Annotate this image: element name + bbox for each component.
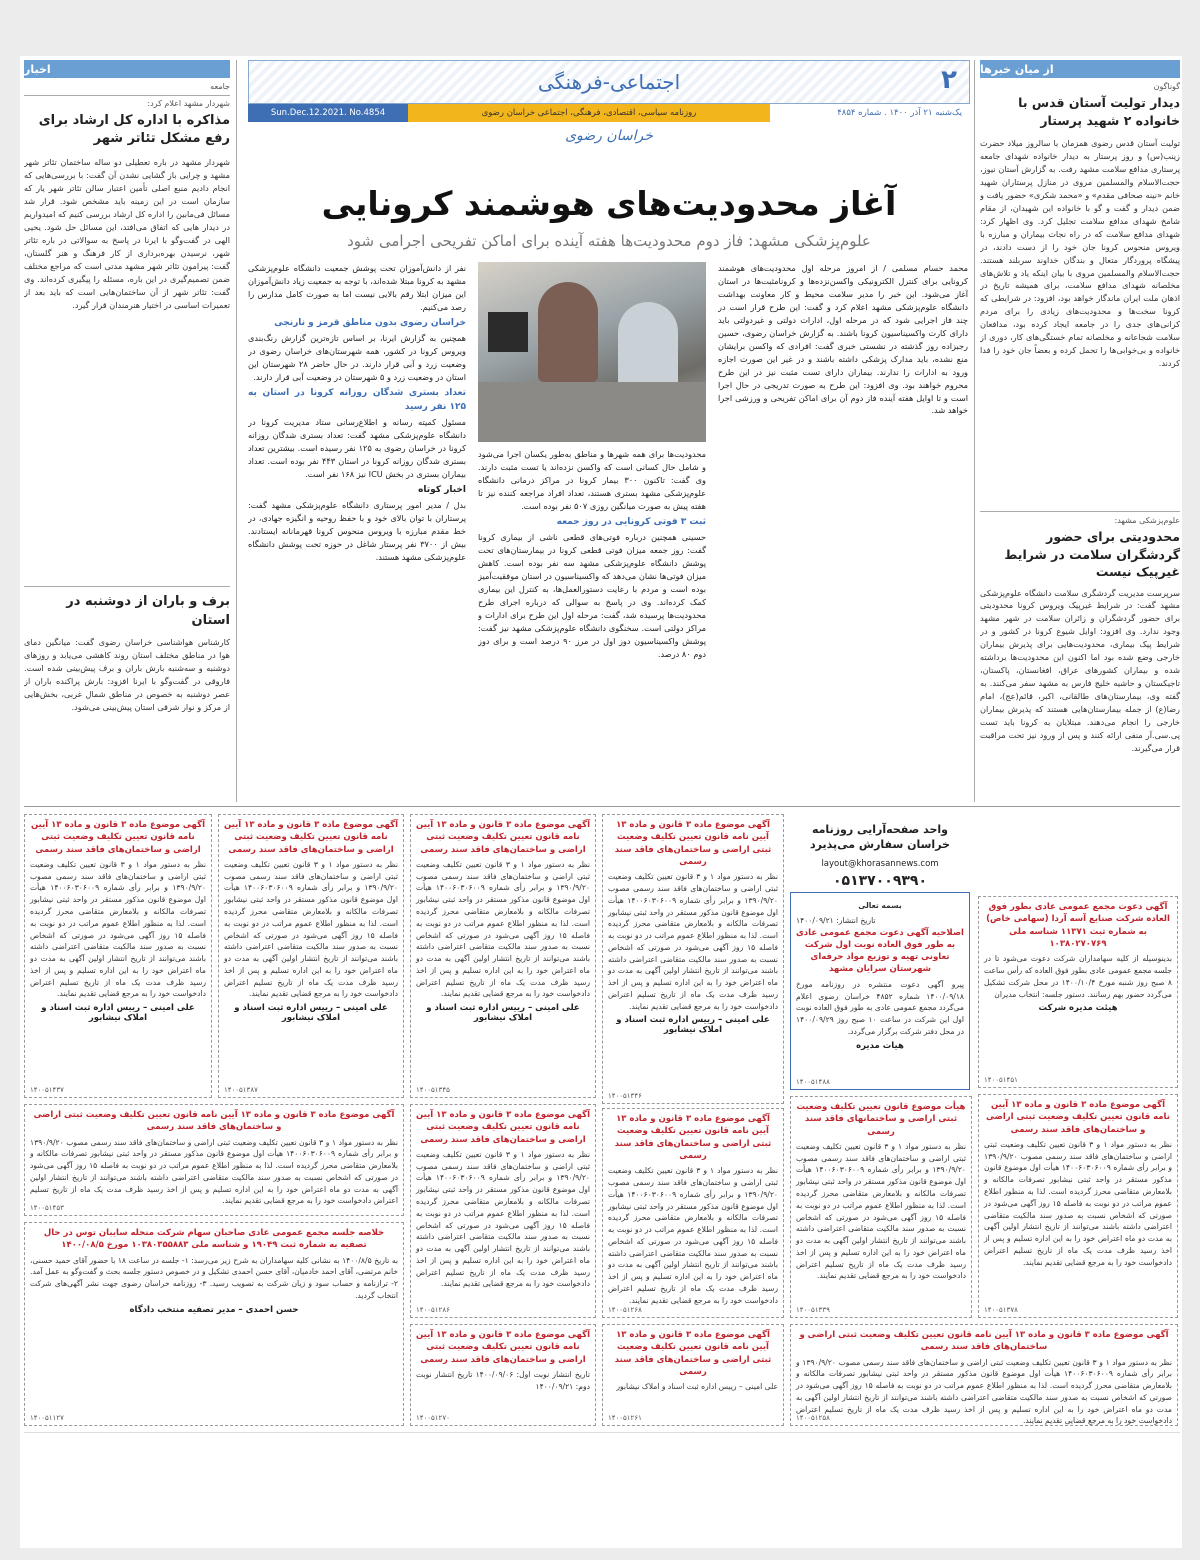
ad-signature: علی امینی – رییس اداره ثبت اسناد و املاک نیشابور [616,1015,770,1036]
news-title[interactable]: محدودیتی برای حضور گردشگران سلامت در شرایط غیرپیک نیست [1004,529,1180,579]
invite-signature: هیئت مدیره شرکت [1038,1003,1118,1014]
newspaper-page [20,56,1182,1548]
ad-title: آگهی موضوع ماده ۳ قانون و ماده ۱۳ آیین نامه قانون تعیین تکلیف وضعیت ثبتی اراضی و ساختمان‌های فاقد سند رسمی [223,820,398,855]
person-shape [538,282,598,382]
ad-body: نظر به دستور مواد ۱ و ۳ قانون تعیین تکلیف وضعیت ثبتی اراضی و ساختمان‌های فاقد سند رسمی مصوب ۱۳۹۰/۹/۲۰ و برابر رأی شماره ۱۴۰۰۶۰۳۰۶۰۰۹ هیأت اول موضوع قانون مذکور مستقر در واحد ثبتی نیشابور تصرفات مالکانه و بلامعارض متقاضی محرز گردیده است. لذا به منظور اطلاع عموم مراتب در دو نوبت به فاصله ۱۵ روز آگهی می‌شود در صورتی که اشخاص نسبت به صدور سند مالکیت متقاضی اعتراضی داشته باشند می‌توانند از تاریخ انتشار اولین آگهی به مدت دو ماه اعتراض خود را به این اداره تسلیم و پس از اخذ رسید ظرف مدت یک ماه از تاریخ تسلیم اعتراض دادخواست خود را به مرجع قضایی تقدیم نمایند. [416,859,590,999]
ads-divider [24,806,1180,807]
ad-body: نظر به دستور مواد ۱ و ۳ قانون تعیین تکلیف وضعیت ثبتی اراضی و ساختمان‌های فاقد سند رسمی مصوب ۱۳۹۰/۹/۲۰ و برابر رأی شماره ۱۴۰۰۶۰۳۰۶۰۰۹ هیأت اول موضوع قانون مذکور مستقر در واحد ثبتی نیشابور تصرفات مالکانه و بلامعارض متقاضی محرز گردیده است. لذا به منظور اطلاع عموم مراتب در دو نوبت به فاصله ۱۵ روز آگهی می‌شود در صورتی که اشخاص نسبت به صدور سند مالکیت متقاضی اعتراضی داشته باشند می‌توانند از تاریخ انتشار اولین آگهی به مدت دو ماه اعتراض خود را به این اداره تسلیم و پس از اخذ رسید ظرف مدت یک ماه از تاریخ تسلیم اعتراض دادخواست خود را به مرجع قضایی تقدیم نمایند. [416,1149,590,1289]
ad-code: ۱۴۰۰۵۱۲۶۱ [608,1414,642,1422]
news-body: تولیت آستان قدس رضوی همزمان با سالروز میلاد حضرت زینب(س) و روز پرستار به دیدار خانواده شهدای جامعه پرستاری مدافع سلامت مشهد رفت. به گزارش آستان نیوز، حجت‌الاسلام والمسلمین مروی در منازل پرستاران شهید خانم «نینه صحافی مقدم» و «محمد شکری» حضور یافت و ضمن دیدار و گفت و گو با خانواده این شهیدان، از مقام شامخ شهدای مدافع سلامت تجلیل کرد. وی اظهار کرد: شهدای مدافع سلامت که در راه نجات بیماران و مبارزه با ویروس منحوس کرونا جان خود را از دست دادند، در پیشگاه پروردگار متعال و بندگان خداوند سربلند هستند. حجت‌الاسلام والمسلمین مروی با بیان اینکه یاد و تلاش‌های مخلصانه شهدای مدافع سلامت، برای همیشه تاریخ در اذهان ملت ایران ماندگار خواهد بود، افزود: در شرایطی که کرونا سخت‌ها و محدودیت‌های زیادی را برای مردم کرانی‌های جدی را در جامعه ایجاد کرده بود، مدافعان سلامت شجاعانه و مخلصانه تمام خستگی‌های کار، دوری از خانواده و بی‌خوابی‌ها را تحمل کرده و بعضاً جان خود را فدا کردند. [980,138,1180,369]
ad-title: آگهی موضوع ماده ۳ قانون و ماده ۱۳ آیین نامه قانون تعیین تکلیف وضعیت ثبتی اراضی و ساختمان‌های فاقد سند رسمی [30,820,205,855]
main-subhead: علوم‌پزشکی مشهد: فاز دوم محدودیت‌ها هفته آینده برای اماکن تفریحی اجرامی شود [347,232,871,250]
news-body: کارشناس هواشناسی خراسان رضوی گفت: میانگین دمای هوا در مناطق مختلف استان روند کاهشی می‌یابد و روزهای دوشنبه و سه‌شنبه بارش باران و برف پیش‌بینی شده است. فاروقی در گفت‌وگو با ایرنا افزود: بارش پراکنده باران از عصر دوشنبه به خصوص در مناطق شمال غربی، بخش‌هایی از مرکز و نوار شرقی استان پیش‌بینی می‌شود. [24,636,230,712]
column-rule [236,60,237,802]
legal-ad [602,814,784,1104]
page-bottom-rule [24,1432,1180,1433]
liq-signature: حسن احمدی – مدیر تصفیه منتخب دادگاه [129,1304,299,1315]
notice-ad [790,892,970,1090]
legal-ad [978,1094,1178,1318]
ad-body: نظر به دستور مواد ۱ و ۳ قانون تعیین تکلیف وضعیت ثبتی اراضی و ساختمان‌های فاقد سند رسمی مصوب ۱۳۹۰/۹/۲۰ و برابر رأی شماره ۱۴۰۰۶۰۳۰۶۰۰۹ هیأت اول موضوع قانون مذکور مستقر در واحد ثبتی نیشابور تصرفات مالکانه و بلامعارض متقاضی محرز گردیده است. لذا به منظور اطلاع عموم مراتب در دو نوبت به فاصله ۱۵ روز آگهی می‌شود در صورتی که اشخاص نسبت به صدور سند مالکیت متقاضی اعتراضی داشته باشند می‌توانند از تاریخ انتشار اولین آگهی به مدت دو ماه اعتراض خود را به این اداره تسلیم و پس از اخذ رسید ظرف مدت یک ماه از تاریخ تسلیم اعتراض دادخواست خود را به مرجع قضایی تقدیم نمایند. [796,1141,967,1281]
article-text: بدل / مدیر امور پرستاری دانشگاه علوم‌پزشکی مشهد گفت: پرستاران با توان بالای خود و با حفظ روحیه و انگیزه جهادی، در خط مقدم مبارزه با ویروس منحوس کرونا قهرمانانه ایستادند. بیش از ۳۷۰۰ نفر پرستار شاغل در حوزه تحت پوشش دانشگاه علوم‌پزشکی مشهد هستند. [248,500,466,563]
article-text: حسینی همچنین درباره فوتی‌های قطعی ناشی از بیماری کرونا گفت: روز جمعه میزان فوتی قطعی کرونا در بیمارستان‌های تحت پوشش دانشگاه علوم‌پزشکی مشهد سه نفر بوده است. کاهش میزان فوتی‌ها نشان می‌دهد که واکسیناسیون در استان موفقیت‌آمیز بوده است و مردم با رعایت دستورالعمل‌ها، به کنترل این بیماری کمک کرده‌اند. وی در پاسخ به سوالی که درباره اجرای طرح محدودیت‌ها پرسیده شد، گفت: مرحله اول این طرح برای ادارات و مراکز دولتی است. سخنگوی دانشگاه علوم‌پزشکی مشهد نیز گفت: پوشش واکسیناسیون دوز اول در مرز ۹۰ درصد است و برای دوز دوم ۸۰ درصد. [478,531,706,659]
news-title[interactable]: برف و باران از دوشنبه در استان [24,586,230,629]
news-title[interactable]: دیدار تولیت آستان قدس با خانواده ۲ شهید پرستار [1018,95,1180,128]
ad-code: ۱۴۰۰۵۱۱۲۷ [30,1414,64,1422]
notice-date: تاریخ انتشار: ۱۴۰۰/۰۹/۲۱ [796,915,876,925]
article-text: همچنین به گزارش ایرنا، بر اساس تازه‌ترین گزارش رنگ‌بندی ویروس کرونا در کشور، همه شهرستان‌های خراسان رضوی در وضعیت زرد و آبی قرار دارند. در حال حاضر ۲۸ شهرستان این استان در وضعیت زرد و ۵ شهرستان در وضعیت آبی قرار دارند. [248,333,466,382]
article-subheading: ثبت ۳ فوتی کرونایی در روز جمعه [556,516,706,527]
notice-body: پیرو آگهی دعوت منتشره در روزنامه مورخ ۱۴۰۰/۰۹/۱۸ شماره ۴۸۵۲ خراسان رضوی اعلام می‌گردد مجمع عمومی عادی به طور فوق العاده نوبت اول این شرکت در ساعت ۱۰ صبح روز ۱۴۰۰/۰۹/۲۹ در محل دفتر شرکت برگزار می‌گردد. [796,979,965,1036]
ad-title: آگهی موضوع ماده ۳ قانون و ماده ۱۳ آیین نامه قانون تعیین تکلیف وضعیت ثبتی اراضی و ساختمان‌های فاقد سند رسمی [986,1100,1170,1135]
ad-body: نظر به دستور مواد ۱ و ۳ قانون تعیین تکلیف وضعیت ثبتی اراضی و ساختمان‌های فاقد سند رسمی مصوب ۱۳۹۰/۹/۲۰ و برابر رأی شماره ۱۴۰۰۶۰۳۰۶۰۰۹ هیأت اول موضوع قانون مذکور مستقر در واحد ثبتی نیشابور تصرفات مالکانه و بلامعارض متقاضی محرز گردیده است. لذا به منظور اطلاع عموم مراتب در دو نوبت به فاصله ۱۵ روز آگهی می‌شود در صورتی که اشخاص نسبت به صدور سند مالکیت متقاضی اعتراضی داشته باشند می‌توانند از تاریخ انتشار اولین آگهی به مدت دو ماه اعتراض خود را به این اداره تسلیم و پس از اخذ رسید ظرف مدت یک ماه از تاریخ تسلیم اعتراض دادخواست خود را به مرجع قضایی تقدیم نمایند. [30,1137,399,1206]
right-column [980,60,1180,837]
legal-ad [790,1324,1178,1426]
kicker: شهردار مشهد اعلام کرد: [24,95,230,108]
ad-body: علی امینی – رییس اداره ثبت اسناد و املاک نیشابور [616,1382,778,1392]
ad-body: تاریخ انتشار نوبت اول: ۱۴۰۰/۰۹/۰۶ تاریخ انتشار نوبت دوم: ۱۴۰۰/۰۹/۲۱ [416,1369,590,1391]
ad-code: ۱۴۰۰۵۱۳۴۵ [416,1086,450,1094]
article-subheading: اخبار کوتاه [418,485,466,496]
invite-title: آگهی دعوت مجمع عمومی عادی بطور فوق العاده شرکت صنایع آسه آردا (سهامی خاص) به شماره ثبت ۱۱۳۷۱ شناسه ملی ۱۰۳۸۰۲۷۰۷۶۹ [986,902,1170,949]
ad-signature: علی امینی – رییس اداره ثبت اسناد و املاک نیشابور [234,1003,388,1024]
news-body: سرپرست مدیریت گردشگری سلامت دانشگاه علوم‌پزشکی مشهد گفت: در شرایط غیرپیک ویروس کرونا محدودیتی برای حضور گردشگران و زائران سلامت در شهر مشهد وجود ندارد. وی افزود: اوایل شیوع کرونا در کشور و در شرایط پیک بیماری، محدودیت‌هایی برای پذیرش بیماران خارجی وضع شده بود اما اکنون این محدودیت‌ها برداشته شده و بیماران کشورهای عراق، افغانستان، پاکستان، تاجیکستان و حاشیه خلیج فارس به مشهد سفر می‌کنند. به گفته وی، بیمارستان‌های طالقانی، اکبر، قائم(عج)، امام رضا(ع) از جمله بیمارستان‌هایی هستند که پذیرش بیماران خارجی را انجام می‌دهند. مبتلایان به کرونا باید تست پی.سی.آر منفی ارائه کنند و پس از ورود نیز تحت مراقبت قرار می‌گیرند. [980,587,1180,753]
article-text: نفر از دانش‌آموزان تحت پوشش جمعیت دانشگاه علوم‌پزشکی مشهد به کرونا مبتلا شده‌اند، با توجه به جمعیت زیاد دانش‌آموزان این میزان ابتلا رقم بالایی نیست اما به صورت کامل مدارس را رصد می‌کنیم. [248,263,466,312]
ad-body: نظر به دستور مواد ۱ و ۳ قانون تعیین تکلیف وضعیت ثبتی اراضی و ساختمان‌های فاقد سند رسمی مصوب ۱۳۹۰/۹/۲۰ و برابر رأی شماره ۱۴۰۰۶۰۳۰۶۰۰۹ هیأت اول موضوع قانون مذکور مستقر در واحد ثبتی نیشابور تصرفات مالکانه و بلامعارض متقاضی محرز گردیده است. لذا به منظور اطلاع عموم مراتب در دو نوبت به فاصله ۱۵ روز آگهی می‌شود در صورتی که اشخاص نسبت به صدور سند مالکیت متقاضی اعتراضی داشته باشند می‌توانند از تاریخ انتشار اولین آگهی به مدت دو ماه اعتراض خود را به این اداره تسلیم و پس از اخذ رسید ظرف مدت یک ماه از تاریخ تسلیم اعتراض دادخواست خود را به مرجع قضایی تقدیم نمایند. [224,859,398,999]
invite-ad [978,896,1178,1088]
ad-body: نظر به دستور مواد ۱ و ۳ قانون تعیین تکلیف وضعیت ثبتی اراضی و ساختمان‌های فاقد سند رسمی مصوب ۱۳۹۰/۹/۲۰ و برابر رأی شماره ۱۴۰۰۶۰۳۰۶۰۰۹ هیأت اول موضوع قانون مذکور مستقر در واحد ثبتی نیشابور تصرفات مالکانه و بلامعارض متقاضی محرز گردیده است. لذا به منظور اطلاع عموم مراتب در دو نوبت به فاصله ۱۵ روز آگهی می‌شود در صورتی که اشخاص نسبت به صدور سند مالکیت متقاضی اعتراضی داشته باشند می‌توانند از تاریخ انتشار اولین آگهی به مدت دو ماه اعتراض خود را به این اداره تسلیم و پس از اخذ رسید ظرف مدت یک ماه از تاریخ تسلیم اعتراض دادخواست خود را به مرجع قضایی تقدیم نمایند. [608,1166,779,1305]
ad-title: آگهی موضوع ماده ۳ قانون و ماده ۱۳ آیین نامه قانون تعیین تکلیف وضعیت ثبتی اراضی و ساختمان‌های فاقد سند رسمی [33,1110,395,1133]
ad-code: ۱۴۰۰۵۱۴۸۸ [796,1078,830,1086]
ad-title: آگهی موضوع ماده ۳ قانون و ماده ۱۳ آیین نامه قانون تعیین تکلیف وضعیت ثبتی اراضی و ساختمان‌های فاقد سند رسمی [415,1330,590,1365]
kicker: علوم‌پزشکی مشهد: [980,511,1180,525]
ad-body: نظر به دستور مواد ۱ و ۳ قانون تعیین تکلیف وضعیت ثبتی اراضی و ساختمان‌های فاقد سند رسمی مصوب ۱۳۹۰/۹/۲۰ و برابر رأی شماره ۱۴۰۰۶۰۳۰۶۰۰۹ هیأت اول موضوع قانون مذکور مستقر در واحد ثبتی نیشابور تصرفات مالکانه و بلامعارض متقاضی محرز گردیده است. لذا به منظور اطلاع عموم مراتب در دو نوبت به فاصله ۱۵ روز آگهی می‌شود در صورتی که اشخاص نسبت به صدور سند مالکیت متقاضی اعتراضی داشته باشند می‌توانند از تاریخ انتشار اولین آگهی به مدت دو ماه اعتراض خود را به این اداره تسلیم و پس از اخذ رسید ظرف مدت یک ماه از تاریخ تسلیم اعتراض دادخواست خود را به مرجع قضایی تقدیم نمایند. [984,1139,1173,1267]
ad-code: ۱۴۰۰۵۱۳۸۷ [224,1086,258,1094]
ad-code: ۱۴۰۰۵۱۳۷۸ [984,1306,1018,1314]
kicker: جامعه [210,82,230,91]
ad-title: آگهی موضوع ماده ۳ قانون و ماده ۱۳ آیین نامه قانون تعیین تکلیف وضعیت ثبتی اراضی و ساختمان‌های فاقد سند رسمی [614,1114,772,1161]
article-column [248,262,466,802]
ad-title: آگهی موضوع ماده ۳ قانون و ماده ۱۳ آیین نامه قانون تعیین تکلیف وضعیت ثبتی اراضی و ساختمان‌های فاقد سند رسمی [614,820,772,867]
invite-body: بدینوسیله از کلیه سهامداران شرکت دعوت می‌شود تا در جلسه مجمع عمومی عادی بطور فوق العاده که رأس ساعت ۸ صبح روز شنبه مورخ ۱۴۰۰/۱۰/۴ در محل شرکت تشکیل می‌گردد حضور بهم رسانند. دستور جلسه: انتخاب مدیران [984,954,1172,999]
section-tab[interactable]: اخبار [24,60,230,78]
ad-code: ۱۴۰۰۵۱۴۵۱ [984,1076,1018,1084]
article-column: محمد حسام مسلمی / از امروز مرحله اول محدودیت‌های هوشمند کرونایی برای کنترل الکترونیکی واکسن‌نزده‌ها و کرونامثبت‌ها در استان آغاز می‌شود. این خبر را مدیر سلامت محیط و کار معاونت بهداشت دانشگاه علوم‌پزشکی مشهد اعلام کرد و گفت: این طرح قرار است در چند فاز اجرایی شود که در مرحله اول، ادارات دولتی و غیردولتی باید دارای کارت واکسیناسیون کرونا باشند. به گزارش خراسان رضوی، حسین رجبزاده روز گذشته در نشستی خبری گفت: افرادی که واکسن برایشان منع نشده، باید مدارک پزشکی داشته باشند و در غیر این صورت اجازه ورود به ادارات را ندارند. بیماران دارای تست مثبت نیز در این طرح محروم خواهند بود. وی افزود: این طرح به صورت تدریجی در حال اجرا است و تا اوایل هفته آینده فاز دوم آن برای اماکن تفریحی و ورزشی اجرا خواهد شد. [718,263,968,416]
ad-title: آگهی موضوع ماده ۳ قانون و ماده ۱۳ آیین نامه قانون تعیین تکلیف وضعیت ثبتی اراضی و ساختمان‌های فاقد سند رسمی [415,1110,590,1145]
monitor-shape [488,312,528,352]
desk-shape [478,382,706,442]
section-tab[interactable]: از میان خبرها [980,60,1180,78]
article-text: مسئول کمیته رسانه و اطلاع‌رسانی ستاد مدیریت کرونا در دانشگاه علوم‌پزشکی مشهد گفت: تعداد بستری شدگان روزانه کرونا در خراسان رضوی به ۱۲۵ نفر رسیده است. بیشترین تعداد بستری شدگان روزانه کرونا در استان ۴۴۳ نفر بوده است. تعداد بیماران بستری در بخش ICU نیز ۱۶۸ نفر است. [248,417,466,480]
main-headline[interactable]: آغاز محدودیت‌های هوشمند کرونایی [321,184,897,223]
legal-ad [602,1108,784,1318]
liq-title: خلاصه جلسه مجمع عمومی عادی صاحبان سهام شرکت منحله سایبان توس در حال تصفیه به شماره ثبت ۱۹۰۴۹ و شناسه ملی ۱۰۳۸۰۳۵۵۸۸۳ مورخ ۱۴۰۰/۰۸/۵ [43,1228,385,1251]
notice-title: اصلاحیه آگهی دعوت مجمع عمومی عادی به طور فوق العاده نوبت اول شرکت تعاونی تهیه و توزیع مواد حرفه‌ای شهرستان سرایان مشهد [796,927,964,975]
ad-code: ۱۴۰۰۵۱۳۴۶ [608,1092,642,1100]
person-shape [618,302,678,392]
legal-ad [410,1324,596,1426]
paper-subtitle: روزنامه سیاسی، اقتصادی، فرهنگی، اجتماعی خراسان رضوی [408,104,770,122]
ad-title: آگهی موضوع ماده ۳ قانون و ماده ۱۳ آیین نامه قانون تعیین تکلیف وضعیت ثبتی اراضی و ساختمان‌های فاقد سند رسمی [799,1330,1169,1353]
kicker: گوناگون [1153,82,1180,91]
ad-code: ۱۴۰۰۵۱۳۳۹ [796,1306,830,1314]
column-rule [974,60,975,802]
news-title[interactable]: مذاکره با اداره کل ارشاد برای رفع مشکل تئاتر شهر [38,113,230,147]
article-photo [478,262,706,442]
ad-signature: علی امینی – رییس اداره ثبت اسناد و املاک نیشابور [41,1003,195,1024]
notice-kicker: بسمه تعالی [858,901,902,910]
ad-body: نظر به دستور مواد ۱ و ۳ قانون تعیین تکلیف وضعیت ثبتی اراضی و ساختمان‌های فاقد سند رسمی مصوب ۱۳۹۰/۹/۲۰ و برابر رأی شماره ۱۴۰۰۶۰۳۰۶۰۰۹ هیأت اول موضوع قانون مذکور مستقر در واحد ثبتی نیشابور تصرفات مالکانه و بلامعارض متقاضی محرز گردیده است. لذا به منظور اطلاع عموم مراتب در دو نوبت به فاصله ۱۵ روز آگهی می‌شود در صورتی که اشخاص نسبت به صدور سند مالکیت متقاضی اعتراضی داشته باشند می‌توانند از تاریخ انتشار اولین آگهی به مدت دو ماه اعتراض خود را به این اداره تسلیم و پس از اخذ رسید ظرف مدت یک ماه از تاریخ تسلیم اعتراض دادخواست خود را به مرجع قضایی تقدیم نمایند. [796,1357,1172,1426]
contact-phone[interactable]: ۰۵۱۳۷۰۰۹۳۹۰ [833,872,927,889]
ad-title: هیأت موضوع قانون تعیین تکلیف وضعیت ثبتی اراضی و ساختمانهای فاقد سند رسمی [796,1102,966,1137]
news-body: شهردار مشهد در باره تعطیلی دو ساله ساختمان تئاتر شهر مشهد و چرایی باز گشایی نشدن آن گفت: با بررسی‌هایی که انجام دادیم منبع اصلی تأمین اعتبار سالن تئاتر شهر یار که سازمان است در این زمینه باید مشخص شود. قرار شد مسائل فی‌مابین را اداره کل ارشاد بررسی کنیم که امیدواریم در دیدار هایی که اتفاق می‌افتد، این مسائل حل شود. یحیی الهی در گفت‌وگو با ایرنا در پاسخ به سوالاتی در باره تئاتر شهر، نرسیدن بهره‌برداری از کار فرهنگ و هنر گلستان، گفت: پیرامون تئاتر شهر مشهد مدتی است که مراجع مختلف ضمن تصمیم‌گیری در این باره، مسئله را پیگیری کرده‌اند. وی گفت: تئاتر شهر از آن ساختمان‌هایی است که باید بعد از تعمیرات اساسی در اختیار هنرمندان قرار گیرد. [24,157,230,310]
issue-date: یک‌شنبه ۲۱ آذر ۱۴۰۰ . شماره ۴۸۵۴ [770,108,970,118]
legal-ad [410,814,596,1098]
ad-code: ۱۴۰۰۵۱۲۶۸ [608,1306,642,1314]
ad-signature: علی امینی – رییس اداره ثبت اسناد و املاک نیشابور [426,1003,580,1024]
notice-signature: هیات مدیره [856,1040,904,1051]
masthead-banner [248,60,970,104]
page-number: ۲ [941,65,957,95]
legal-ad [602,1324,784,1426]
legal-ad [410,1104,596,1318]
article-text: محدودیت‌ها برای همه شهرها و مناطق به‌طور یکسان اجرا می‌شود و شامل حال کسانی است که واکسن نزده‌اند یا تست مثبت دارند. وی گفت: تاکنون ۳۰۰ بیمار کرونا در مراکز درمانی دانشگاه علوم‌پزشکی مشهد بستری هستند، تعداد افراد مراجعه کننده نیز تا هفته پیش به صورت میانگین روزی ۵۰۷ نفر بوده است. [478,449,706,511]
legal-ad [24,814,212,1098]
legal-ad [24,1104,404,1216]
ad-body: نظر به دستور مواد ۱ و ۳ قانون تعیین تکلیف وضعیت ثبتی اراضی و ساختمان‌های فاقد سند رسمی مصوب ۱۳۹۰/۹/۲۰ و برابر رأی شماره ۱۴۰۰۶۰۳۰۶۰۰۹ هیأت اول موضوع قانون مذکور مستقر در واحد ثبتی نیشابور تصرفات مالکانه و بلامعارض متقاضی محرز گردیده است. لذا به منظور اطلاع عموم مراتب در دو نوبت به فاصله ۱۵ روز آگهی می‌شود در صورتی که اشخاص نسبت به صدور سند مالکیت متقاضی اعتراضی داشته باشند می‌توانند از تاریخ انتشار اولین آگهی به مدت دو ماه اعتراض خود را به این اداره تسلیم و پس از اخذ رسید ظرف مدت یک ماه از تاریخ تسلیم اعتراض دادخواست خود را به مرجع قضایی تقدیم نمایند. [608,872,779,1011]
article-subheading: خراسان رضوی بدون مناطق قرمز و نارنجی [274,317,466,328]
ad-code: ۱۴۰۰۵۱۲۵۸ [796,1414,830,1422]
ad-code: ۱۴۰۰۵۱۲۷۰ [416,1414,450,1422]
left-column [24,60,230,776]
legal-ad [790,1096,972,1318]
issue-english: Sun.Dec.12.2021. No.4854 [248,104,408,122]
liquidation-ad [24,1222,404,1426]
masthead-bar [248,104,970,122]
ad-code: ۱۴۰۰۵۱۴۳۷ [30,1086,64,1094]
ad-code: ۱۴۰۰۵۱۲۸۶ [416,1306,450,1314]
masthead [248,60,970,172]
contact-text: واحد صفحه‌آرایی روزنامه خراسان سفارش می‌پذیرد [810,823,950,852]
article-subheading: تعداد بستری شدگان روزانه کرونا در استان به ۱۲۵ نفر رسید [248,387,466,413]
contact-email[interactable]: layout@khorasannews.com [821,858,939,869]
layout-contact [790,814,970,889]
ad-code: ۱۴۰۰۵۱۴۵۳ [30,1204,64,1212]
liq-body: به تاریخ ۱۴۰۰/۸/۵ به نشانی کلیه سهامداران به شرح زیر می‌رسد: ۱- جلسه در ساعت ۱۸ با حضور آقای حمید حسنی، خانم مرتضی، آقای احمد خادمیان، آقای حسن احمدی تشکیل و در خصوص دستور جلسه بحث و گفت‌وگو به عمل آمد. ۲- ترازنامه و حساب سود و زیان شرکت به تصویب رسید. ۳- روزنامه خراسان رضوی جهت نشر آگهی‌های شرکت انتخاب گردید. [30,1255,399,1300]
legal-ad [218,814,404,1098]
ad-title: آگهی موضوع ماده ۳ قانون و ماده ۱۳ آیین نامه قانون تعیین تکلیف وضعیت ثبتی اراضی و ساختمان‌های فاقد سند رسمی [614,1330,772,1377]
ad-body: نظر به دستور مواد ۱ و ۳ قانون تعیین تکلیف وضعیت ثبتی اراضی و ساختمان‌های فاقد سند رسمی مصوب ۱۳۹۰/۹/۲۰ و برابر رأی شماره ۱۴۰۰۶۰۳۰۶۰۰۹ هیأت اول موضوع قانون مذکور مستقر در واحد ثبتی نیشابور تصرفات مالکانه و بلامعارض متقاضی محرز گردیده است. لذا به منظور اطلاع عموم مراتب در دو نوبت به فاصله ۱۵ روز آگهی می‌شود در صورتی که اشخاص نسبت به صدور سند مالکیت متقاضی اعتراضی داشته باشند می‌توانند از تاریخ انتشار اولین آگهی به مدت دو ماه اعتراض خود را به این اداره تسلیم و پس از اخذ رسید ظرف مدت یک ماه از تاریخ تسلیم اعتراض دادخواست خود را به مرجع قضایی تقدیم نمایند. [30,859,206,999]
paper-logo: خراسان رضوی [565,128,653,144]
section-title: اجتماعی-فرهنگی [537,70,681,94]
ad-title: آگهی موضوع ماده ۳ قانون و ماده ۱۳ آیین نامه قانون تعیین تکلیف وضعیت ثبتی اراضی و ساختمان‌های فاقد سند رسمی [415,820,590,855]
article-column [478,448,706,802]
